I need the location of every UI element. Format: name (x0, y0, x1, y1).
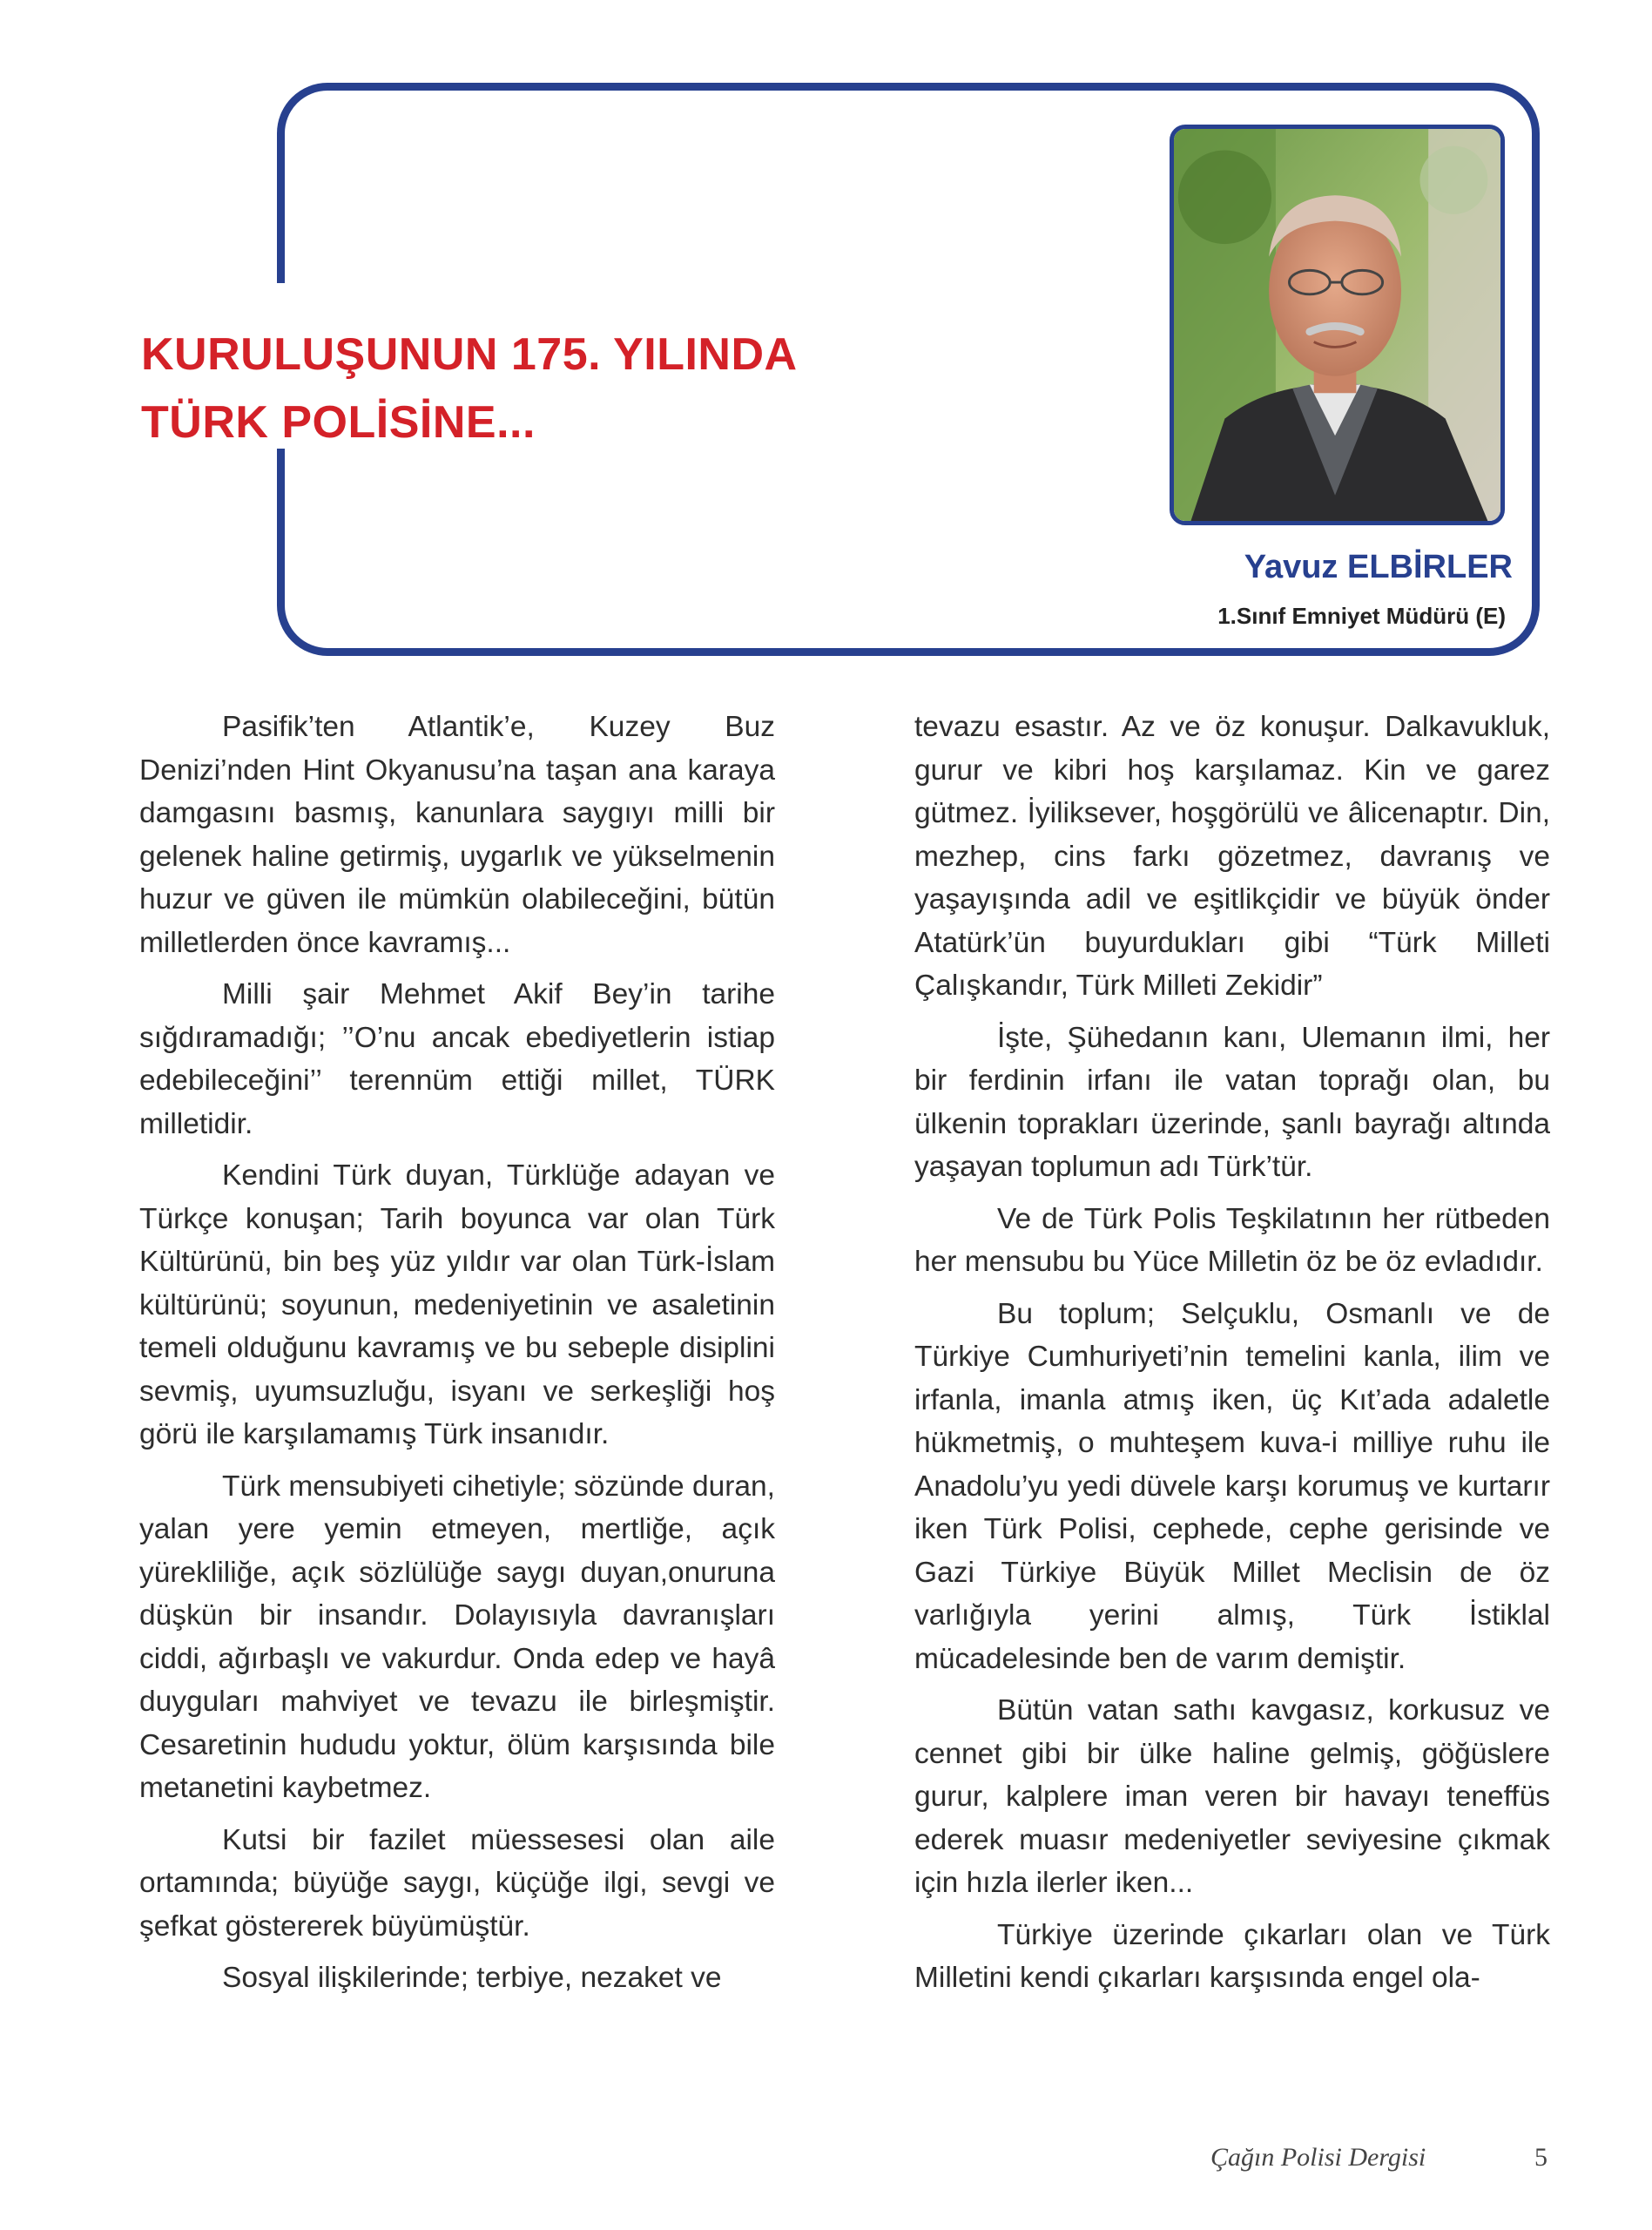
paragraph: Milli şair Mehmet Akif Bey’in tarihe sığdıramadığı; ’’O’nu ancak ebediyetlerin istiap edebileceğini’’ terennüm ettiği millet, TÜRK milletidir. (139, 978, 775, 1140)
paragraph: Kutsi bir fazilet müessesesi olan aile ortamında; büyüğe saygı, küçüğe ilgi, sevgi ve şefkat göstererek büyümüştür. (139, 1823, 775, 1943)
page-number: 5 (1534, 2143, 1547, 2172)
author-name: Yavuz ELBİRLER (1244, 549, 1513, 585)
paragraph: Pasifik’ten Atlantik’e, Kuzey Buz Denizi’nden Hint Okyanusu’na taşan ana karaya damgasını basmış, kanunlara saygıyı milli bir gelenek haline getirmiş, uygarlık ve yükselmenin huzur ve güven ile mümkün olabileceğini, bütün milletlerden önce kavramış... (139, 711, 775, 959)
paragraph: Bütün vatan sathı kavgasız, korkusuz ve cennet gibi bir ülke haline gelmiş, göğüslere gurur, kalplere iman veren bir havayı teneffüs ederek muasır medeniyetler seviyesine çıkmak için hızla ilerler iken... (914, 1694, 1550, 1899)
author-role: 1.Sınıf Emniyet Müdürü (E) (1217, 603, 1506, 629)
paragraph-continuation: tevazu esastır. Az ve öz konuşur. Dalkavukluk, gurur ve kibri hoş karşılamaz. Kin ve garez gütmez. İyiliksever, hoşgörülü ve âlicenaptır. Din, mezhep, cins farkı gözetmez, davranış ve yaşayışında adil ve eşitlikçidir ve büyük önder Atatürk’ün buyurdukları gibi “Türk Milleti Çalışkandır, Türk Milleti Zekidir” (914, 711, 1550, 1002)
article-title (141, 321, 798, 456)
paragraph: Türkiye üzerinde çıkarları olan ve Türk Milletini kendi çıkarları karşısında engel ola- (914, 1918, 1550, 1994)
title-line-2: TÜRK POLİSİNE... (141, 397, 536, 448)
paragraph: Türk mensubiyeti cihetiyle; sözünde duran, yalan yere yemin etmeyen, mertliğe, açık yürekliliğe, açık sözlülüğe saygı duyan,onuruna düşkün bir insandır. Dolayısıyla davranışları ciddi, ağırbaşlı ve vakurdur. Onda edep ve hayâ duyguları mahviyet ve tevazu ile birleşmiştir. Cesaretinin hududu yoktur, ölüm karşısında bile metanetini kaybetmez. (139, 1470, 775, 1804)
paragraph: Ve de Türk Polis Teşkilatının her rütbeden her mensubu bu Yüce Milletin öz be öz evladıdır. (914, 1202, 1550, 1278)
paragraph: Sosyal ilişkilerinde; terbiye, nezaket ve (222, 1962, 722, 1994)
article-column-left (139, 706, 775, 2009)
paragraph: Kendini Türk duyan, Türklüğe adayan ve Türkçe konuşan; Tarih boyunca var olan Türk Kültürünü, bin beş yüz yıldır var olan Türk-İslam kültürünü; soyunun, medeniyetinin ve asaletinin temeli olduğunu kavramış ve bu sebeple disiplini sevmiş, uyumsuzluğu, isyanı ve serkeşliği hoş görü ile karşılamamış Türk insanıdır. (139, 1159, 775, 1450)
author-photo (1170, 125, 1505, 525)
paragraph: Bu toplum; Selçuklu, Osmanlı ve de Türkiye Cumhuriyeti’nin temelini kanla, ilim ve irfanla, imanla atmış iken, üç Kıt’ada adaletle hükmetmiş, o muhteşem kuva-i milliye ruhu ile Anadolu’yu yedi düvele karşı korumuş ve kurtarır iken Türk Polisi, cephede, cephe gerisinde ve Gazi Türkiye Büyük Millet Meclisin de öz varlığıyla yerini almış, Türk İstiklal mücadelesinde ben de varım demiştir. (914, 1297, 1550, 1675)
title-line-1: KURULUŞUNUN 175. YILINDA (141, 329, 798, 380)
author-photo-illustration (1174, 129, 1500, 521)
magazine-name: Çağın Polisi Dergisi (1210, 2143, 1426, 2172)
paragraph: İşte, Şühedanın kanı, Ulemanın ilmi, her bir ferdinin irfanı ile vatan toprağı olan, bu ülkenin toprakları üzerinde, şanlı bayrağı altında yaşayan toplumun adı Türk’tür. (914, 1021, 1550, 1183)
article-column-right (914, 706, 1550, 2009)
